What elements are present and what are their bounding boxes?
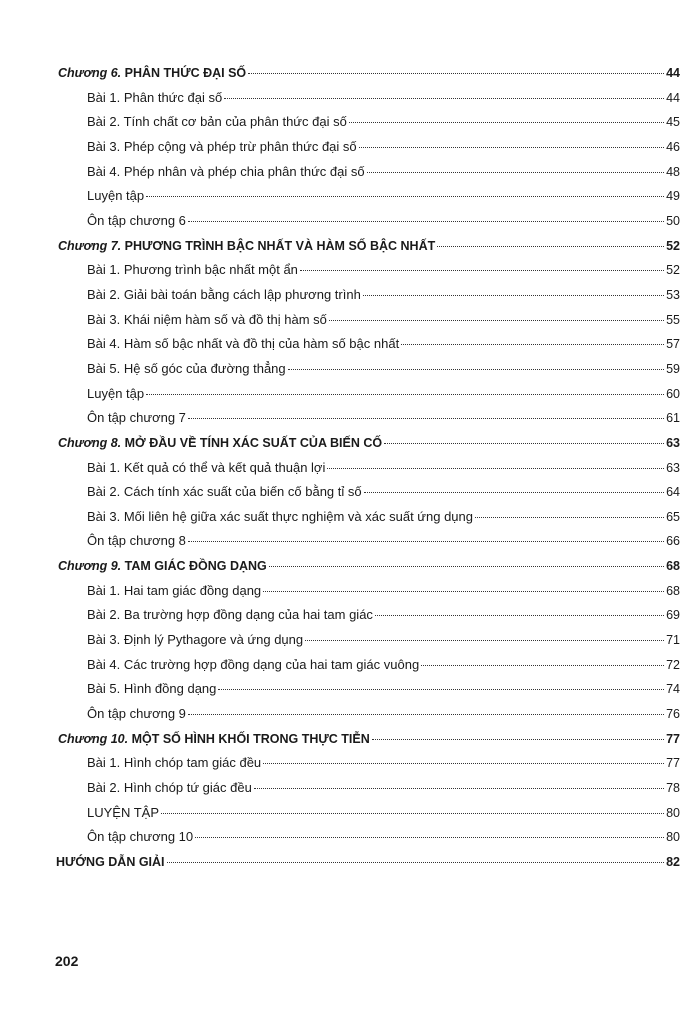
toc-lesson: [58, 135, 680, 160]
toc-lesson: [58, 332, 680, 357]
toc-page: 66: [666, 534, 680, 549]
dot-leader: [327, 468, 664, 469]
toc-title: Bài 4. Phép nhân và phép chia phân thức đại số: [87, 163, 365, 179]
toc-lesson: [58, 751, 680, 776]
toc-title: Bài 3. Phép cộng và phép trừ phân thức đại số: [87, 138, 357, 154]
dot-leader: [188, 221, 664, 222]
toc-page: 52: [666, 263, 680, 278]
dot-leader: [188, 714, 664, 715]
toc-lesson: [58, 579, 680, 604]
dot-leader: [375, 615, 664, 616]
table-of-contents: [58, 61, 680, 875]
toc-page: 78: [666, 781, 680, 796]
dot-leader: [146, 196, 664, 197]
chapter-prefix: Chương 6.: [58, 66, 122, 80]
toc-title: Luyện tập: [87, 385, 145, 401]
dot-leader: [300, 270, 664, 271]
dot-leader: [288, 369, 664, 370]
toc-lesson: [58, 283, 680, 308]
toc-lesson: [58, 628, 680, 653]
toc-lesson: [58, 801, 680, 826]
toc-page: 49: [666, 189, 680, 204]
toc-title: Bài 3. Mối liên hệ giữa xác suất thực nghiệm và xác suất ứng dụng: [87, 508, 473, 524]
toc-page: 44: [666, 90, 680, 105]
chapter-prefix: Chương 10.: [58, 731, 129, 746]
toc-title: Bài 1. Hai tam giác đồng dạng: [87, 582, 262, 598]
dot-leader: [188, 418, 664, 419]
dot-leader: [475, 517, 664, 518]
toc-page: 65: [666, 509, 680, 524]
toc-title: Luyện tập: [87, 188, 145, 204]
toc-title: Bài 1. Phương trình bậc nhất một ẩn: [87, 262, 298, 278]
toc-lesson: [58, 382, 680, 407]
toc-page: 60: [666, 386, 680, 401]
dot-leader: [421, 665, 664, 666]
toc-page: 80: [666, 830, 680, 845]
dot-leader: [364, 492, 664, 493]
toc-title: [58, 554, 267, 579]
toc-answers: [56, 850, 680, 875]
toc-lesson: [58, 184, 680, 209]
chapter-prefix: Chương 7.: [58, 238, 122, 253]
toc-lesson: [58, 653, 680, 678]
toc-page: 80: [666, 805, 680, 820]
dot-leader: [263, 591, 664, 592]
toc-page: 63: [666, 460, 680, 475]
toc-page: 69: [666, 608, 680, 623]
toc-lesson: [58, 258, 680, 283]
toc-lesson: [58, 456, 680, 481]
toc-title: Ôn tập chương 10: [87, 829, 194, 845]
toc-page: 68: [666, 559, 680, 574]
toc-lesson: [58, 776, 680, 801]
toc-title: Bài 3. Khái niệm hàm số và đồ thị hàm số: [87, 311, 327, 327]
dot-leader: [269, 566, 664, 567]
toc-page: 50: [666, 213, 680, 228]
chapter-prefix: Chương 9.: [58, 559, 122, 574]
toc-title: Bài 1. Hình chóp tam giác đều: [87, 755, 262, 771]
toc-page: 59: [666, 361, 680, 376]
dot-leader: [188, 541, 664, 542]
toc-lesson: [58, 480, 680, 505]
dot-leader: [195, 837, 664, 838]
toc-lesson: [58, 406, 680, 431]
chapter-prefix: Chương 8.: [58, 435, 122, 450]
toc-lesson: [58, 357, 680, 382]
dot-leader: [218, 689, 664, 690]
toc-title: [58, 234, 435, 259]
toc-page: 45: [666, 115, 680, 130]
toc-title: Bài 4. Hàm số bậc nhất và đồ thị của hàm số bậc nhất: [87, 336, 400, 352]
toc-page: 57: [666, 337, 680, 352]
toc-lesson: [58, 677, 680, 702]
chapter-title: TAM GIÁC ĐỒNG DẠNG: [124, 559, 267, 574]
toc-lesson: [58, 308, 680, 333]
dot-leader: [401, 344, 664, 345]
toc-title: Bài 4. Các trường hợp đồng dạng của hai tam giác vuông: [87, 656, 420, 672]
toc-title: Bài 1. Phân thức đại số: [87, 89, 223, 105]
toc-title: Ôn tập chương 8: [87, 533, 186, 549]
toc-page: 64: [666, 485, 680, 500]
dot-leader: [363, 295, 664, 296]
dot-leader: [305, 640, 664, 641]
toc-page: 53: [666, 287, 680, 302]
toc-lesson: [58, 86, 680, 111]
toc-title: Bài 1. Kết quả có thể và kết quả thuận lợi: [87, 459, 326, 475]
toc-page: 52: [666, 238, 680, 253]
dot-leader: [359, 147, 664, 148]
dot-leader: [329, 320, 664, 321]
toc-chapter: [58, 554, 680, 579]
toc-page: 74: [666, 682, 680, 697]
toc-title: Ôn tập chương 9: [87, 706, 186, 722]
toc-page: 72: [666, 657, 680, 672]
dot-leader: [224, 98, 664, 99]
toc-title: [58, 431, 382, 456]
toc-page: 76: [666, 707, 680, 722]
dot-leader: [349, 122, 664, 123]
dot-leader: [167, 862, 665, 863]
toc-lesson: [58, 825, 680, 850]
dot-leader: [248, 73, 664, 74]
chapter-title: PHÂN THỨC ĐẠI SỐ: [124, 66, 247, 80]
toc-lesson: [58, 603, 680, 628]
toc-title: Bài 2. Giải bài toán bằng cách lập phương trình: [87, 286, 361, 302]
toc-title: Bài 5. Hình đồng dạng: [87, 681, 217, 697]
toc-title: HƯỚNG DẪN GIẢI: [56, 855, 165, 869]
dot-leader: [161, 813, 664, 814]
toc-chapter: [58, 431, 680, 456]
toc-title: Bài 2. Cách tính xác suất của biến cố bằng tỉ số: [87, 484, 362, 500]
toc-title: LUYỆN TẬP: [87, 804, 160, 820]
chapter-title: MỞ ĐẦU VỀ TÍNH XÁC SUẤT CỦA BIẾN CỐ: [124, 435, 383, 450]
toc-lesson: [58, 160, 680, 185]
toc-page: 46: [666, 139, 680, 154]
toc-title: Bài 2. Tính chất cơ bản của phân thức đại số: [87, 114, 347, 130]
toc-page: 48: [666, 164, 680, 179]
toc-chapter: [58, 727, 680, 752]
toc-page: 63: [666, 435, 680, 450]
toc-lesson: [58, 209, 680, 234]
toc-title: [58, 727, 370, 752]
dot-leader: [254, 788, 664, 789]
page-number: 202: [55, 953, 79, 969]
toc-title: Bài 5. Hệ số góc của đường thẳng: [87, 360, 286, 376]
toc-page: 61: [666, 411, 680, 426]
toc-lesson: [58, 529, 680, 554]
toc-title: [58, 61, 246, 86]
toc-page: 82: [666, 855, 680, 869]
dot-leader: [263, 763, 664, 764]
toc-lesson: [58, 505, 680, 530]
dot-leader: [384, 443, 664, 444]
toc-page: 71: [666, 633, 680, 648]
toc-chapter: [58, 234, 680, 259]
toc-page: 77: [666, 756, 680, 771]
toc-chapter: [58, 61, 680, 86]
dot-leader: [146, 394, 664, 395]
toc-title: Bài 3. Định lý Pythagore và ứng dụng: [87, 632, 304, 648]
chapter-title: PHƯƠNG TRÌNH BẬC NHẤT VÀ HÀM SỐ BẬC NHẤT: [124, 238, 436, 253]
toc-lesson: [58, 702, 680, 727]
toc-title: Bài 2. Hình chóp tứ giác đều: [87, 780, 252, 796]
dot-leader: [437, 246, 664, 247]
toc-lesson: [58, 110, 680, 135]
toc-page: 55: [666, 312, 680, 327]
toc-title: Bài 2. Ba trường hợp đồng dạng của hai tam giác: [87, 607, 373, 623]
dot-leader: [372, 739, 664, 740]
toc-title: Ôn tập chương 6: [87, 212, 186, 228]
toc-page: 44: [666, 66, 680, 80]
dot-leader: [367, 172, 665, 173]
toc-page: 68: [666, 583, 680, 598]
toc-title: Ôn tập chương 7: [87, 410, 186, 426]
chapter-title: MỘT SỐ HÌNH KHỐI TRONG THỰC TIỄN: [131, 731, 370, 746]
toc-page: 77: [666, 731, 680, 746]
